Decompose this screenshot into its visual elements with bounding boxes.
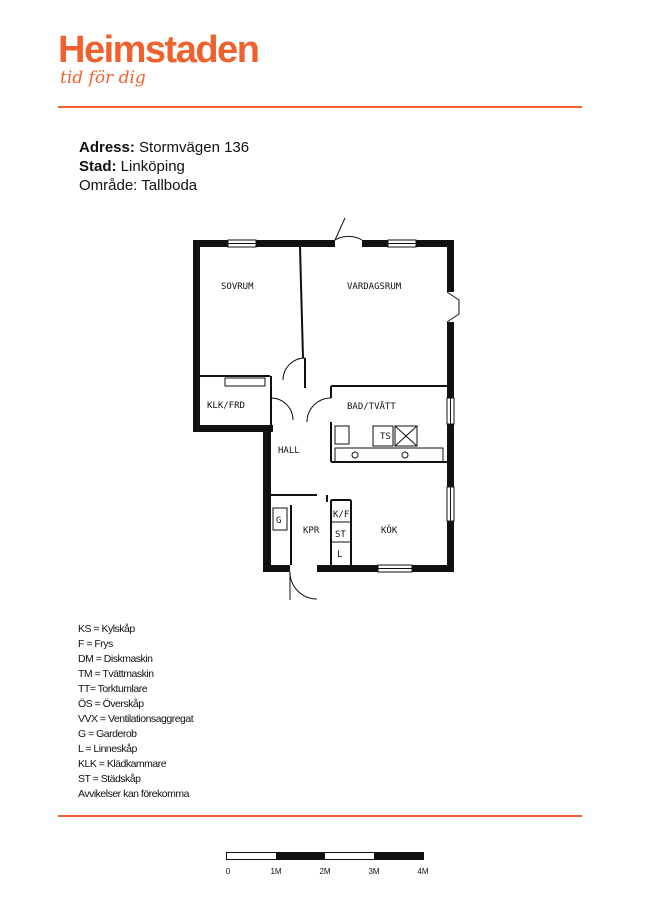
fixture-g: G	[276, 516, 282, 526]
legend-item: KS = Kylskåp	[78, 623, 135, 635]
legend-item: ÖS = Överskåp	[78, 698, 144, 710]
scale-bar	[225, 852, 429, 881]
address-value: Stormvägen 136	[139, 139, 250, 156]
room-vardagsrum: VARDAGSRUM	[347, 282, 402, 292]
scale-label: 4M	[417, 867, 429, 876]
heimstaden-logo	[58, 30, 258, 88]
legend-item: ST = Städskåp	[78, 773, 141, 785]
scale-label: 0	[225, 867, 231, 876]
logo-wordmark: Heimstaden	[58, 29, 259, 71]
abbreviation-legend	[78, 622, 193, 802]
room-kpr: KPR	[303, 526, 320, 536]
address-block	[79, 138, 249, 195]
room-sovrum: SOVRUM	[221, 282, 254, 292]
scale-label: 2M	[319, 867, 331, 876]
scale-label: 1M	[270, 867, 282, 876]
legend-item: F = Frys	[78, 638, 113, 650]
fixture-st: ST	[335, 530, 346, 540]
legend-item: TM = Tvättmaskin	[78, 668, 154, 680]
area-value: Tallboda	[141, 177, 198, 194]
scale-label: 3M	[368, 867, 380, 876]
legend-item: G = Garderob	[78, 728, 137, 740]
scale-bar-graphic	[226, 852, 424, 860]
room-kok: KÖK	[381, 526, 398, 536]
room-klk-frd: KLK/FRD	[207, 401, 245, 411]
top-divider	[58, 106, 582, 108]
legend-item: KLK = Klädkammare	[78, 758, 167, 770]
city-value: Linköping	[120, 158, 185, 175]
city-label: Stad:	[79, 158, 117, 175]
bottom-divider	[58, 815, 582, 817]
scale-labels	[225, 867, 429, 881]
area-line	[79, 176, 249, 195]
legend-disclaimer: Avvikelser kan förekomma	[78, 788, 189, 800]
room-bad-tvatt: BAD/TVÄTT	[347, 402, 396, 412]
room-hall: HALL	[278, 446, 300, 456]
legend-item: VVX = Ventilationsaggregat	[78, 713, 194, 725]
area-label: Område:	[79, 177, 138, 194]
legend-item: TT= Torktumlare	[78, 683, 148, 695]
fixture-kf: K/F	[333, 510, 350, 520]
floor-plan	[185, 210, 465, 610]
legend-item: DM = Diskmaskin	[78, 653, 153, 665]
legend-item: L = Linneskåp	[78, 743, 137, 755]
fixture-ts: TS	[380, 432, 391, 442]
address-line	[79, 138, 249, 157]
city-line	[79, 157, 249, 176]
fixture-l: L	[337, 550, 343, 560]
logo-tagline: tid för dig	[60, 68, 146, 88]
address-label: Adress:	[79, 139, 135, 156]
